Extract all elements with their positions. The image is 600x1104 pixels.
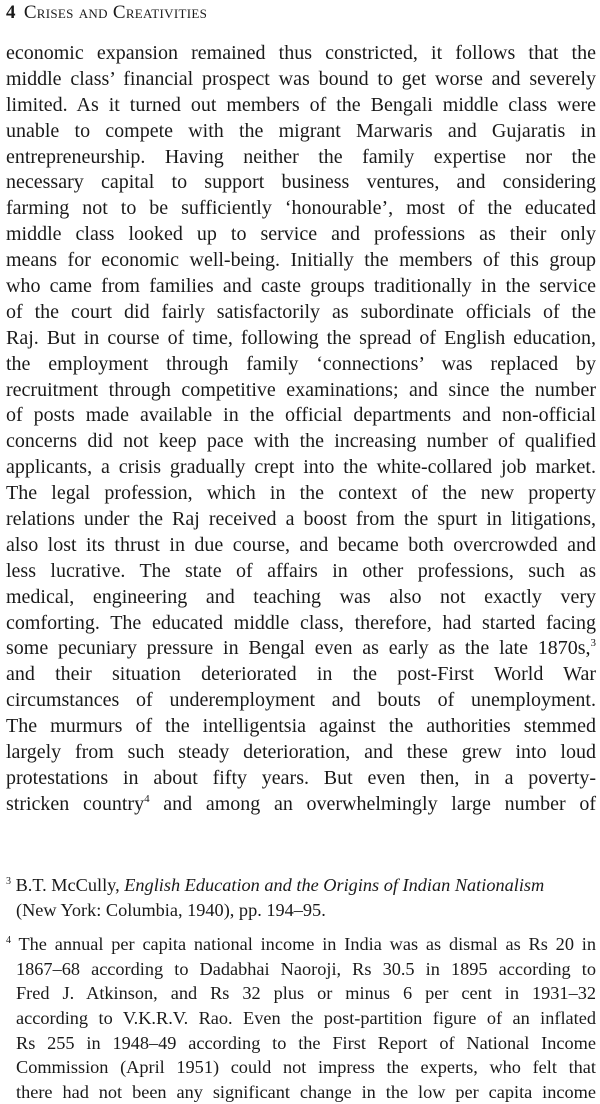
footnote-text: The annual per capita national income in India was as dismal as Rs 20 in — [18, 934, 596, 955]
body-line: necessary capital to support business ventures, and considering — [6, 171, 596, 194]
note-reference-4[interactable]: 4 — [144, 792, 150, 805]
footnote-4-line: Fred J. Atkinson, and Rs 32 plus or minus 6 per cent in 1931–32 — [16, 983, 596, 1004]
footnote-marker: 4 — [6, 935, 11, 947]
body-line: medical, engineering and teaching was also not exactly very — [6, 585, 596, 608]
body-line: unable to compete with the migrant Marwaris and Gujaratis in — [6, 119, 596, 142]
body-line — [6, 792, 596, 818]
footnote-3-line: (New York: Columbia, 1940), pp. 194–95. — [16, 899, 326, 920]
body-line: also lost its thrust in due course, and became both overcrowded and — [6, 533, 596, 556]
body-line: and their situation deteriorated in the post-First World War — [6, 663, 596, 686]
footnote-4-line: Rs 255 in 1948–49 according to the First Report of National Income — [16, 1032, 596, 1053]
body-line: farming not to be sufficiently ‘honourable’, most of the educated — [6, 197, 596, 220]
body-text — [6, 41, 596, 818]
body-line: relations under the Raj received a boost from the spurt in litigations, — [6, 508, 596, 531]
body-line: protestations in about fifty years. But even then, in a poverty- — [6, 766, 596, 789]
body-line-text: stricken country — [6, 792, 145, 815]
running-title: Crises and Creativities — [23, 2, 208, 23]
footnote-3 — [6, 873, 596, 898]
footnote-4-line: there had not been any significant change in the low per capita income — [16, 1081, 596, 1102]
body-line: less lucrative. The state of affairs in other professions, such as — [6, 559, 596, 582]
body-line: The murmurs of the intelligentsia against the authorities stemmed — [6, 715, 596, 738]
body-line: the employment through family ‘connections’ was replaced by — [6, 352, 596, 375]
footnote-book-title: English Education and the Origins of Indian Nationalism — [124, 875, 545, 895]
body-line: who came from families and caste groups traditionally in the service — [6, 275, 596, 298]
body-line: middle class looked up to service and professions as their only — [6, 223, 596, 246]
body-line: comforting. The educated middle class, therefore, had started facing — [6, 611, 596, 634]
body-line: limited. As it turned out members of the Bengali middle class were — [6, 93, 596, 116]
footnote-4 — [6, 932, 596, 957]
body-line: of the court did fairly satisfactorily as subordinate officials of the — [6, 300, 596, 323]
body-line: means for economic well-being. Initially the members of this group — [6, 249, 596, 272]
footnote-author: B.T. McCully, — [15, 875, 125, 895]
body-line: of posts made available in the official departments and non-official — [6, 404, 596, 427]
body-line: entrepreneurship. Having neither the family expertise nor the — [6, 145, 596, 168]
body-line: recruitment through competitive examinations; and since the number — [6, 378, 596, 401]
body-line: economic expansion remained thus constricted, it follows that the — [6, 42, 596, 64]
note-reference-3[interactable]: 3 — [590, 637, 596, 650]
body-line-text: some pecuniary pressure in Bengal even as early as the late 1870s, — [6, 637, 591, 660]
footnote-marker: 3 — [6, 876, 11, 887]
footnote-4-line: Commission (April 1951) could not impress the experts, who felt that — [16, 1057, 596, 1078]
footnotes — [6, 873, 596, 1104]
body-line — [6, 636, 596, 662]
body-line: circumstances of underemployment and bouts of unemployment. — [6, 689, 596, 712]
body-line-text: and among an overwhelmingly large number of — [163, 792, 597, 815]
page-number: 4 — [6, 2, 16, 23]
running-head — [6, 2, 207, 24]
body-line: The legal profession, which in the context of the new property — [6, 482, 596, 505]
body-line: largely from such steady deterioration, and these grew into loud — [6, 741, 596, 764]
footnote-4-line: 1867–68 according to Dadabhai Naoroji, Rs 30.5 in 1895 according to — [16, 958, 596, 979]
body-line: applicants, a crisis gradually crept into the white-collared job market. — [6, 456, 596, 479]
body-line: middle class’ financial prospect was bound to get worse and severely — [6, 67, 596, 90]
body-line: concerns did not keep pace with the increasing number of qualified — [6, 430, 596, 453]
body-line: Raj. But in course of time, following the spread of English education, — [6, 326, 596, 349]
footnote-4-line: according to V.K.R.V. Rao. Even the post-partition figure of an inflated — [16, 1007, 596, 1028]
